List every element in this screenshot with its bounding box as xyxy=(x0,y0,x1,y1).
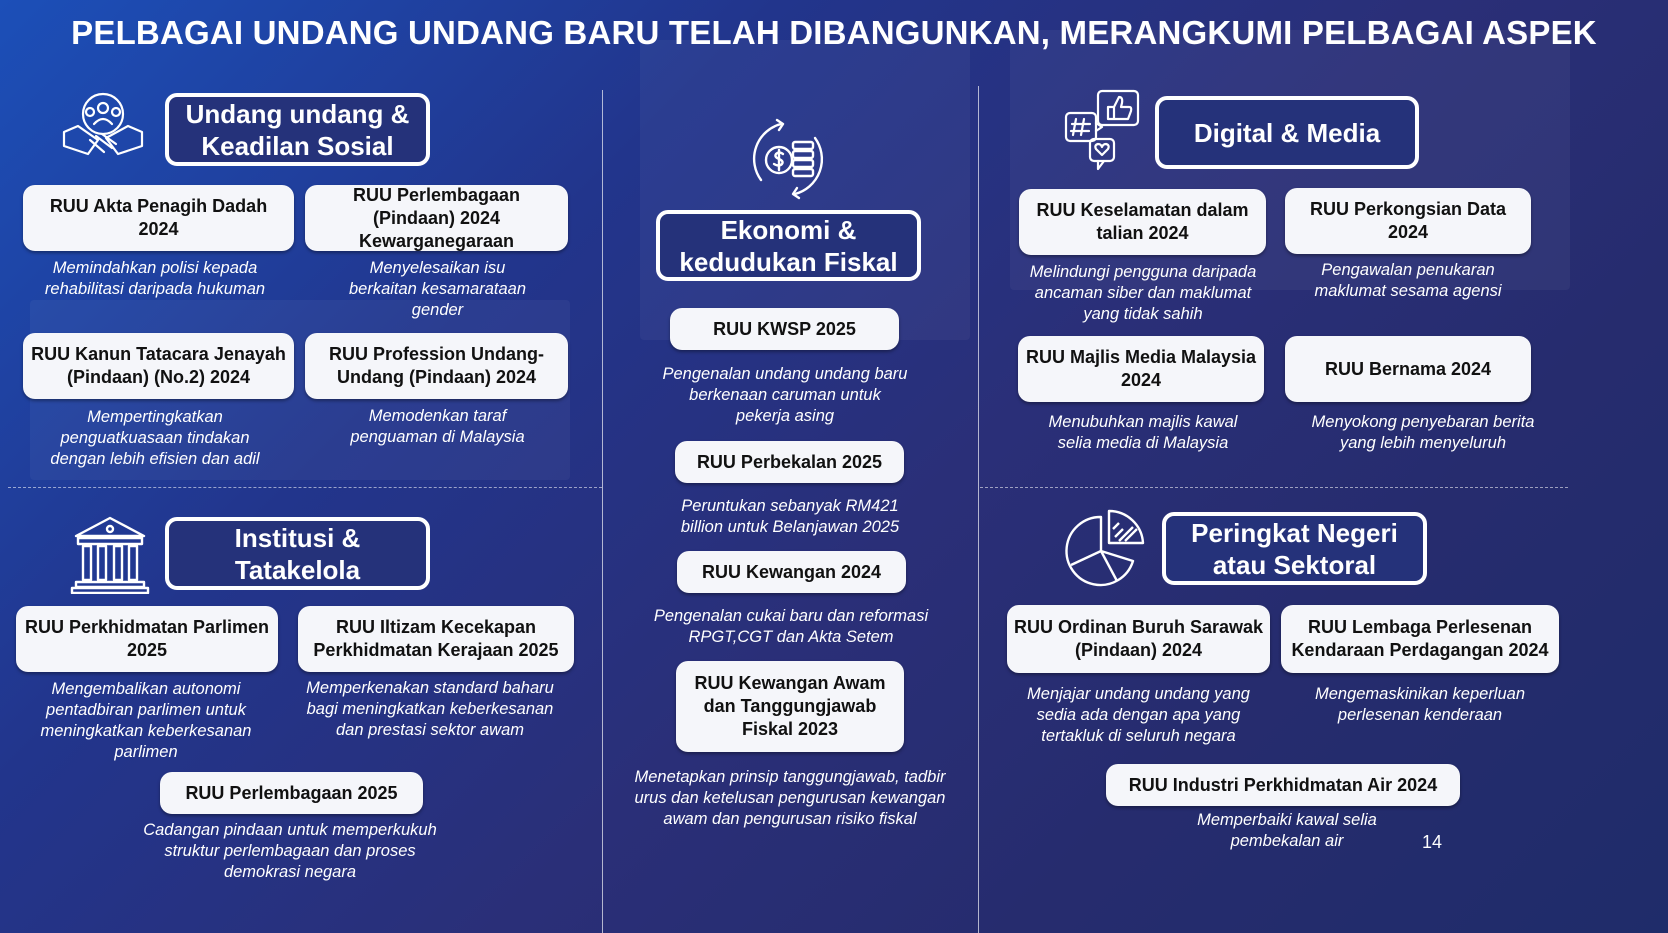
bill-description: Cadangan pindaan untuk memperkukuh struktur perlembagaan dan proses demokrasi negara xyxy=(143,821,437,881)
community-handshake-icon xyxy=(60,88,146,168)
bill-description: Menubuhkan majlis kawal selia media di Malaysia xyxy=(1048,413,1238,452)
pie-chart-icon xyxy=(1063,509,1147,589)
bill-description: Memperkenakan standard baharu bagi meningkatkan keberkesanan dan prestasi sektor awam xyxy=(306,679,554,739)
bill-description: Melindungi pengguna daripada ancaman siber dan maklumat yang tidak sahih xyxy=(1029,263,1257,323)
bill-description: Memperbaiki kawal selia pembekalan air xyxy=(1197,811,1377,850)
bill-card: RUU Kanun Tatacara Jenayah (Pindaan) (No.2) 2024 xyxy=(23,333,294,399)
bill-card: RUU Kewangan Awam dan Tanggungjawab Fiskal 2023 xyxy=(676,661,904,752)
bill-description: Memodenkan taraf penguaman di Malaysia xyxy=(350,407,525,446)
money-cycle-icon xyxy=(747,118,829,200)
bill-card: RUU KWSP 2025 xyxy=(670,308,899,350)
bill-description: Mengembalikan autonomi pentadbiran parlimen untuk meningkatkan keberkesanan parlimen xyxy=(40,680,252,761)
bill-card: RUU Keselamatan dalam talian 2024 xyxy=(1019,189,1266,255)
bill-description: Menyelesaikan isu berkaitan kesamarataan gender xyxy=(348,259,527,319)
bill-description: Pengenalan undang undang baru berkenaan caruman untuk pekerja asing xyxy=(662,365,908,425)
social-media-icon xyxy=(1064,89,1144,171)
row-divider xyxy=(8,487,602,488)
category-label: Institusi & Tatakelola xyxy=(165,517,430,590)
bill-description: Mengemaskinikan keperluan perlesenan kenderaan xyxy=(1314,685,1526,724)
category-label: Peringkat Negeri atau Sektoral xyxy=(1162,512,1427,585)
bill-description: Pengawalan penukaran maklumat sesama agensi xyxy=(1314,261,1502,300)
bill-card: RUU Perkhidmatan Parlimen 2025 xyxy=(16,606,278,672)
bill-card: RUU Perlembagaan (Pindaan) 2024 Kewarganegaraan xyxy=(305,185,568,251)
category-label: Undang undang & Keadilan Sosial xyxy=(165,93,430,166)
slide-title: PELBAGAI UNDANG UNDANG BARU TELAH DIBANGUNKAN, MERANGKUMI PELBAGAI ASPEK xyxy=(71,14,1597,51)
category-label: Ekonomi & kedudukan Fiskal xyxy=(656,210,921,281)
bill-description: Menjajar undang undang yang sedia ada dengan apa yang tertakluk di seluruh negara xyxy=(1027,685,1250,745)
bill-card: RUU Lembaga Perlesenan Kendaraan Perdagangan 2024 xyxy=(1281,605,1559,673)
bill-card: RUU Perlembagaan 2025 xyxy=(160,772,423,814)
bill-card: RUU Bernama 2024 xyxy=(1285,336,1531,402)
bill-card: RUU Perkongsian Data 2024 xyxy=(1285,188,1531,254)
column-divider xyxy=(978,86,979,933)
bill-card: RUU Profession Undang-Undang (Pindaan) 2024 xyxy=(305,333,568,399)
bill-card: RUU Majlis Media Malaysia 2024 xyxy=(1018,336,1264,402)
page-number: 14 xyxy=(1422,832,1443,852)
bill-card: RUU Iltizam Kecekapan Perkhidmatan Kerajaan 2025 xyxy=(298,606,574,672)
bill-description: Menyokong penyebaran berita yang lebih menyeluruh xyxy=(1311,413,1535,452)
bill-description: Mempertingkatkan penguatkuasaan tindakan dengan lebih efisien dan adil xyxy=(50,408,260,468)
bill-card: RUU Ordinan Buruh Sarawak (Pindaan) 2024 xyxy=(1007,605,1270,673)
bill-description: Menetapkan prinsip tanggungjawab, tadbir urus dan ketelusan pengurusan kewangan awam dan pengurusan risiko fiskal xyxy=(634,768,946,828)
bill-description: Memindahkan polisi kepada rehabilitasi daripada hukuman xyxy=(44,259,266,298)
category-label: Digital & Media xyxy=(1155,96,1419,169)
bill-card: RUU Industri Perkhidmatan Air 2024 xyxy=(1106,764,1460,806)
government-building-icon xyxy=(70,514,150,594)
bill-description: Peruntukan sebanyak RM421 billion untuk Belanjawan 2025 xyxy=(680,497,900,536)
column-divider xyxy=(602,90,603,933)
bill-card: RUU Kewangan 2024 xyxy=(677,551,906,593)
bill-card: RUU Perbekalan 2025 xyxy=(675,441,904,483)
row-divider xyxy=(980,487,1568,488)
bill-card: RUU Akta Penagih Dadah 2024 xyxy=(23,185,294,251)
bill-description: Pengenalan cukai baru dan reformasi RPGT,CGT dan Akta Setem xyxy=(653,607,929,646)
